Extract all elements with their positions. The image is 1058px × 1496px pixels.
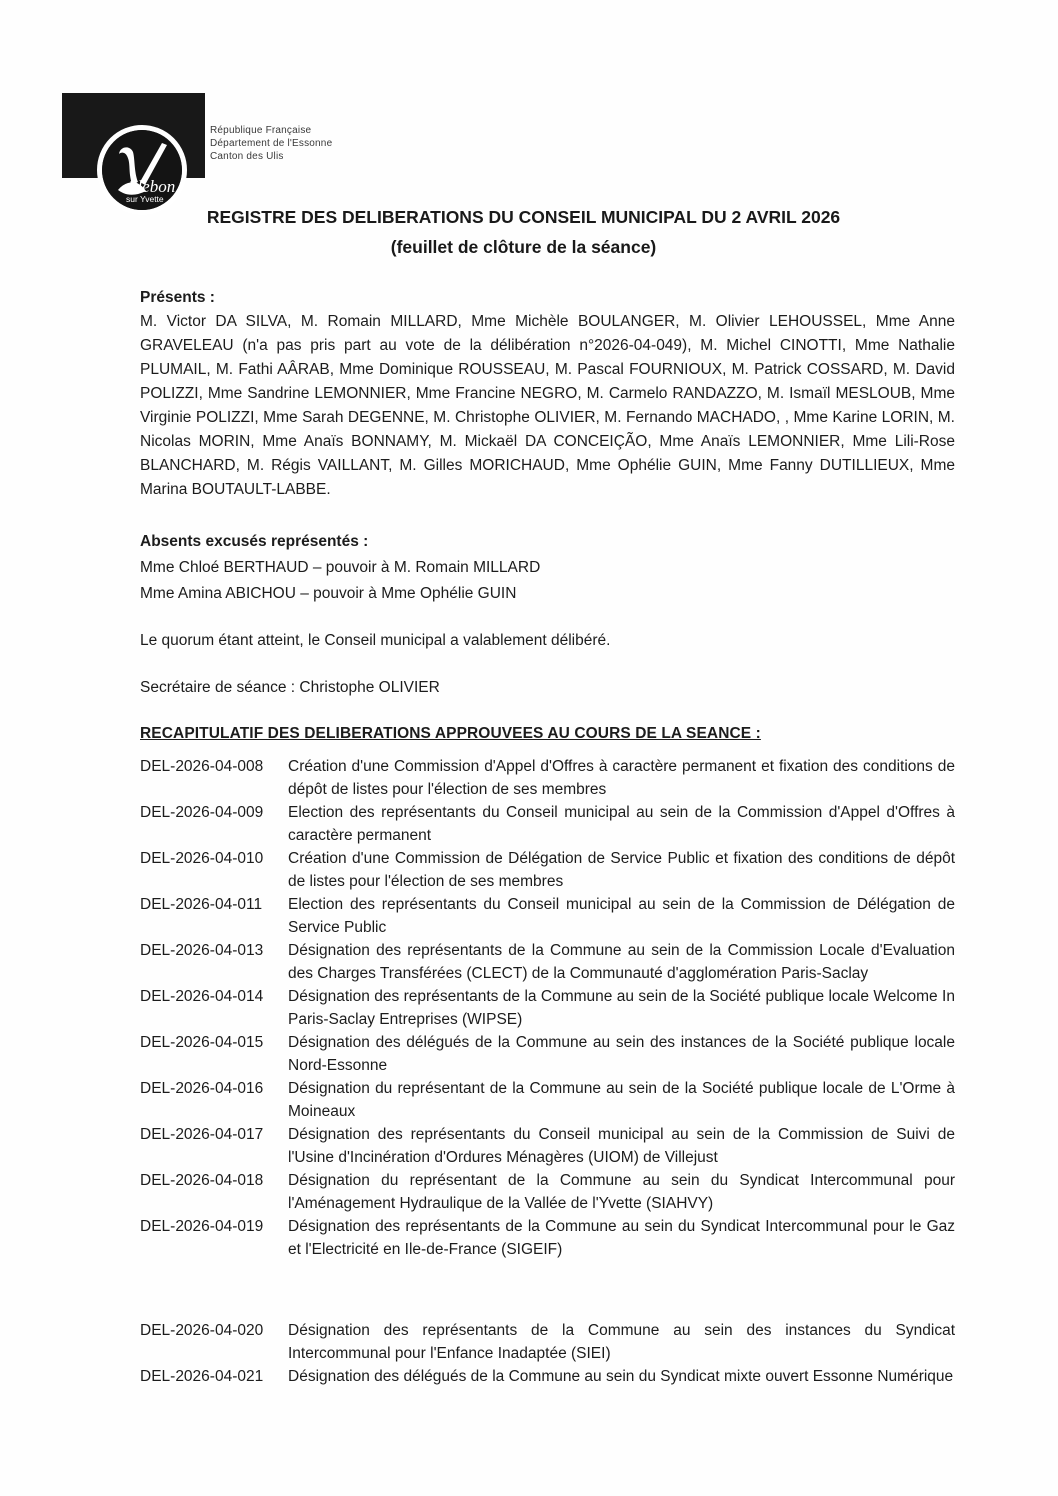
deliberation-text: Désignation des représentants de la Commune au sein des instances du Syndicat Intercommunal pour l'Enfance Inadaptée (SIEI) <box>288 1322 955 1362</box>
absent-line: Mme Amina ABICHOU – pouvoir à Mme Ophélie GUIN <box>140 585 517 602</box>
logo-name-line1: illebon <box>128 177 176 196</box>
deliberation-text: Désignation des représentants de la Commune au sein de la Commission Locale d'Evaluation des Charges Transférées (CLECT) de la Communauté d'agglomération Paris-Saclay <box>288 942 955 982</box>
quorum-statement: Le quorum étant atteint, le Conseil municipal a valablement délibéré. <box>140 632 611 649</box>
deliberation-row <box>140 1169 955 1215</box>
deliberation-id: DEL-2026-04-016 <box>140 1080 264 1097</box>
deliberation-text: Désignation des représentants de la Commune au sein du Syndicat Intercommunal pour le Gaz et l'Electricité en Ile-de-France (SIGEIF) <box>288 1218 955 1258</box>
region-line-2: Département de l'Essonne <box>210 138 333 149</box>
deliberation-id: DEL-2026-04-010 <box>140 850 264 867</box>
document-title-block <box>116 202 931 262</box>
deliberation-id: DEL-2026-04-011 <box>140 896 263 913</box>
deliberation-row <box>140 1365 955 1388</box>
deliberation-text: Election des représentants du Conseil municipal au sein de la Commission d'Appel d'Offres à caractère permanent <box>288 804 955 844</box>
deliberation-list <box>140 755 955 1388</box>
deliberation-id: DEL-2026-04-009 <box>140 804 264 821</box>
deliberation-text: Désignation des délégués de la Commune au sein du Syndicat mixte ouvert Essonne Numérique <box>288 1368 954 1385</box>
deliberation-row <box>140 801 955 847</box>
deliberation-text: Création d'une Commission d'Appel d'Offres à caractère permanent et fixation des conditions de dépôt de listes pour l'élection de ses membres <box>288 758 955 798</box>
presents-paragraph: M. Victor DA SILVA, M. Romain MILLARD, Mme Michèle BOULANGER, M. Olivier LEHOUSSEL, Mme Anne GRAVELEAU (n'a pas pris part au vote de la délibération n°2026-04-049), M. Michel CINOTTI, Mme Nathalie PLUMAIL, M. Fathi AÂRAB, Mme Dominique ROUSSEAU, M. Pascal FOURNIOUX, M. Patrick COSSARD, M. David POLIZZI, Mme Sandrine LEMONNIER, Mme Francine NEGRO, M. Carmelo RANDAZZO, M. Ismaïl MESLOUB, Mme Virginie POLIZZI, Mme Sarah DEGENNE, M. Christophe OLIVIER, M. Fernando MACHADO, , Mme Karine LORIN, M. Nicolas MORIN, Mme Anaïs BONNAMY, M. Mickaël DA CONCEIÇÃO, Mme Anaïs LEMONNIER, Mme Lili-Rose BLANCHARD, M. Régis VAILLANT, M. Gilles MORICHAUD, Mme Ophélie GUIN, Mme Fanny DUTILLIEUX, Mme Marina BOUTAULT-LABBE. <box>140 313 955 498</box>
deliberation-row <box>140 985 955 1031</box>
deliberation-id: DEL-2026-04-020 <box>140 1322 264 1339</box>
deliberation-id: DEL-2026-04-019 <box>140 1218 264 1235</box>
deliberation-text: Désignation des représentants du Conseil municipal au sein de la Commission de Suivi de l'Usine d'Incinération d'Ordures Ménagères (UIOM) de Villejust <box>288 1126 955 1166</box>
deliberation-row <box>140 893 955 939</box>
deliberation-row <box>140 1123 955 1169</box>
deliberation-text: Désignation des délégués de la Commune au sein des instances de la Société publique locale Nord-Essonne <box>288 1034 955 1074</box>
logo-name-line2: sur Yvette <box>126 194 164 204</box>
deliberation-id: DEL-2026-04-018 <box>140 1172 264 1189</box>
deliberation-text: Création d'une Commission de Délégation de Service Public et fixation des conditions de dépôt de listes pour l'élection de ses membres <box>288 850 955 890</box>
secretary-statement: Secrétaire de séance : Christophe OLIVIER <box>140 679 440 696</box>
deliberation-row <box>140 939 955 985</box>
region-line-3: Canton des Ulis <box>210 151 284 162</box>
deliberation-text: Désignation des représentants de la Commune au sein de la Société publique locale Welcome In Paris-Saclay Entreprises (WIPSE) <box>288 988 955 1028</box>
deliberation-text: Désignation du représentant de la Commune au sein de la Société publique locale de L'Orme à Moineaux <box>288 1080 955 1120</box>
deliberation-id: DEL-2026-04-017 <box>140 1126 264 1143</box>
deliberation-row <box>140 755 955 801</box>
deliberation-id: DEL-2026-04-021 <box>140 1368 264 1385</box>
deliberation-id: DEL-2026-04-014 <box>140 988 264 1005</box>
deliberation-row <box>140 1215 955 1261</box>
deliberation-row <box>140 1031 955 1077</box>
deliberation-id: DEL-2026-04-008 <box>140 758 264 775</box>
deliberation-row <box>140 847 955 893</box>
deliberation-id: DEL-2026-04-015 <box>140 1034 264 1051</box>
deliberation-row <box>140 1319 955 1365</box>
region-line-1: République Française <box>210 125 312 136</box>
deliberation-text: Election des représentants du Conseil municipal au sein de la Commission de Délégation de Service Public <box>288 896 955 936</box>
document-body <box>140 0 955 1388</box>
recap-heading: RECAPITULATIF DES DELIBERATIONS APPROUVEES AU COURS DE LA SEANCE : <box>140 725 761 742</box>
page-title: REGISTRE DES DELIBERATIONS DU CONSEIL MUNICIPAL DU 2 AVRIL 2026 <box>206 207 841 227</box>
presents-label: Présents : <box>140 289 215 306</box>
absent-line: Mme Chloé BERTHAUD – pouvoir à M. Romain MILLARD <box>140 559 541 576</box>
deliberation-row <box>140 1077 955 1123</box>
page-subtitle: (feuillet de clôture de la séance) <box>390 237 657 257</box>
absents-label: Absents excusés représentés : <box>140 533 369 550</box>
deliberation-id: DEL-2026-04-013 <box>140 942 264 959</box>
deliberation-text: Désignation du représentant de la Commune au sein du Syndicat Intercommunal pour l'Aménagement Hydraulique de la Vallée de l'Yvette (SIAHVY) <box>288 1172 955 1212</box>
